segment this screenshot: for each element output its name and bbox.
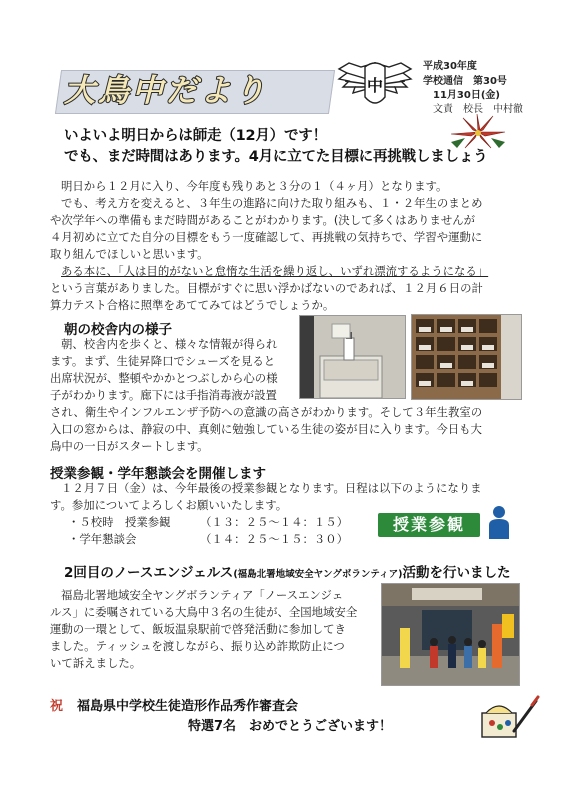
intro-line: 算力テスト合格に照準をあててみてはどうでしょうか。 <box>50 298 335 312</box>
angels-title-main: 2回目のノースエンジェルス <box>64 565 234 581</box>
headline-line-1: いよいよ明日からは師走（12月）です！ <box>64 128 327 144</box>
angels-line: 運動の一環として、飯坂温泉駅前で啓発活動に参加してき <box>50 622 346 636</box>
issue-date: 11月30日(金) <box>433 90 500 101</box>
angels-line: いて訴えました。 <box>50 656 142 670</box>
morning-line: 出席状況が、整頓やかかとつぶしから心の様 <box>50 371 278 385</box>
morning-line: 入口の窓からは、静寂の中、真剣に勉強している生徒の姿が目に入ります。今日も大 <box>50 422 482 436</box>
headline-line-2: でも、まだ時間はあります。4月に立てた目標に再挑戦しましょう <box>64 149 488 165</box>
visit-paragraph <box>50 480 540 514</box>
issue-number: 学校通信 第30号 <box>423 76 507 87</box>
angels-line: ルス」に委嘱されている大鳥中３名の生徒が、全国地域安全 <box>50 605 358 619</box>
shoe-locker-photo <box>411 314 522 400</box>
angels-line: 福島北署地域安全ヤングボランティア「ノースエンジェ <box>61 588 344 602</box>
schedule-row <box>68 531 368 548</box>
angels-title-end: 活動を行いました <box>402 565 511 581</box>
angels-paragraph <box>50 587 380 672</box>
intro-line: という言葉がありました。目標がすぐに思い浮かばないのであれば、１２月６日の計 <box>50 281 483 295</box>
school-emblem-icon <box>337 57 413 113</box>
station-campaign-photo <box>381 583 520 686</box>
intro-line: 明日から１２月に入り、今年度も残りあと３分の１（４ヶ月）となります。 <box>61 179 448 193</box>
schedule-row <box>68 514 368 531</box>
congrats-text-1: 福島県中学校生徒造形作品秀作審査会 <box>77 699 299 714</box>
intro-paragraph <box>50 178 540 314</box>
intro-line: や次学年への準備もまだ時間があることがわかります。(決して多くはありませんが <box>50 213 475 227</box>
angels-line: ました。ティッシュを渡しながら、振り込め詐欺防止につ <box>50 639 345 653</box>
newsletter-title: 大鳥中だより <box>64 73 268 109</box>
schedule-label: ・学年懇談会 <box>68 532 137 546</box>
morning-paragraph-bottom <box>50 404 540 455</box>
intro-line: でも、考え方を変えると、３年生の進路に向けた取り組みも、１・２年生のまとめ <box>61 196 483 210</box>
fiscal-year: 平成30年度 <box>423 61 477 72</box>
congrats-line-2: 特選7名 おめでとうございます！ <box>188 719 393 734</box>
morning-paragraph-top <box>50 336 298 404</box>
visit-section-title: 授業参観・学年懇談会を開催します <box>50 466 266 482</box>
angels-title-note: (福島北署地域安全ヤングボランティア) <box>233 569 403 580</box>
person-icon <box>486 505 512 539</box>
art-supplies-icon <box>478 693 540 741</box>
visit-schedule <box>68 514 368 548</box>
morning-line: され、衛生やインフルエンザ予防への意識の高さがわかります。そして３年生教室の <box>50 405 483 419</box>
morning-line: 鳥中の一日がスタートします。 <box>50 439 209 453</box>
congrats-line-1 <box>50 695 298 714</box>
editor-credit: 文責 校長 中村徹 <box>433 104 523 115</box>
emblem-character: 中 <box>366 76 384 95</box>
visit-line: す。参加についてよろしくお願いいたします。 <box>50 498 288 512</box>
morning-section-title: 朝の校舎内の様子 <box>64 322 172 338</box>
morning-line: 子がわかります。廊下には手指消毒液が設置 <box>50 388 277 402</box>
morning-line: ます。まず、生徒昇降口でシューズを見ると <box>50 354 276 368</box>
celebrate-mark: 祝 <box>50 699 64 714</box>
schedule-time: （１４：２５～１５：３０） <box>200 532 349 546</box>
class-visit-badge: 授業参観 <box>378 513 480 537</box>
intro-line-quote: ある本に、「人は目的がないと怠惰な生活を繰り返し、いずれ漂流するようになる」 <box>61 264 489 278</box>
intro-line: 取り組んでほしいと思います。 <box>50 247 209 261</box>
angels-section-title <box>64 561 510 581</box>
schedule-label: ・５校時 授業参観 <box>68 515 171 529</box>
schedule-time: （１３：２５～１４：１５） <box>200 515 349 529</box>
sanitizer-photo <box>299 315 406 399</box>
morning-line: 朝、校舎内を歩くと、様々な情報が得られ <box>61 337 278 351</box>
intro-line: ４月初めに立てた自分の目標をもう一度確認して、再挑戦の気持ちで、学習や運動に <box>50 230 483 244</box>
visit-line: １２月７日（金）は、今年最後の授業参観となります。日程は以下のようになりま <box>61 481 482 495</box>
